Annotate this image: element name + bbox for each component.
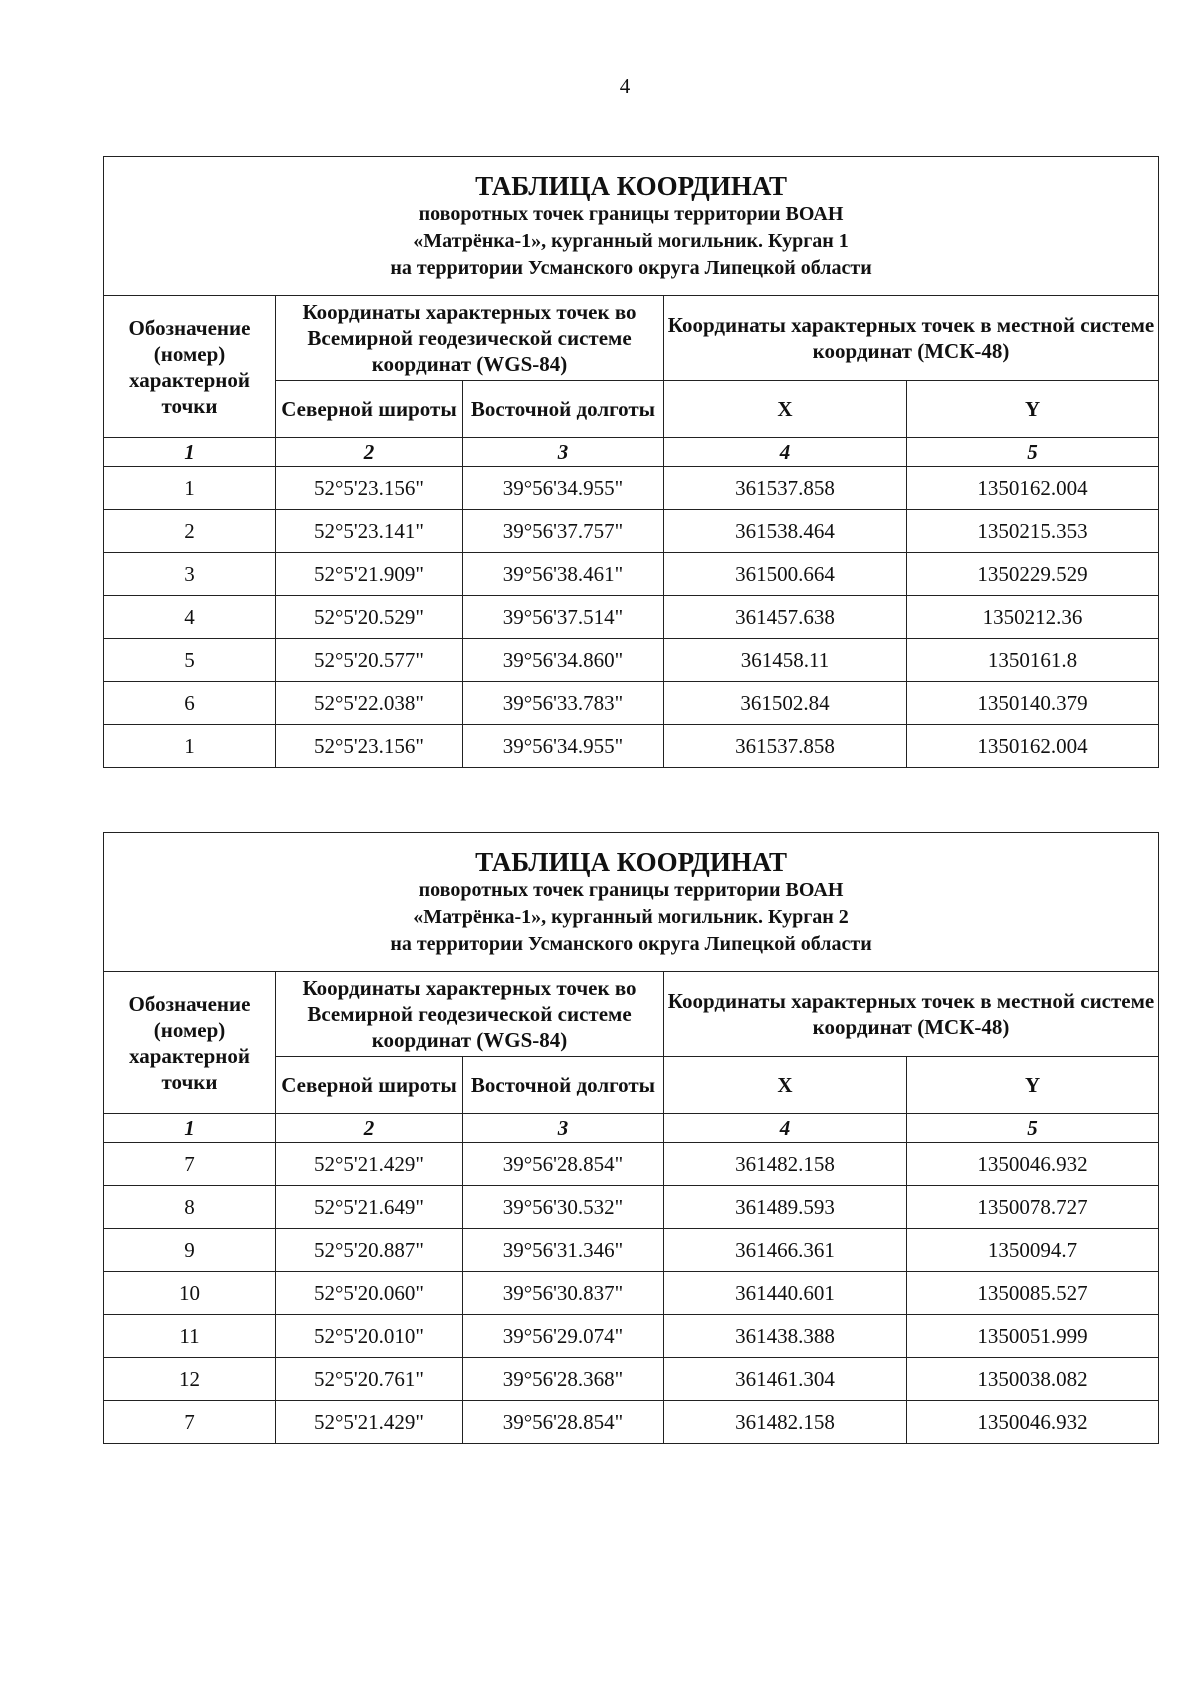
- x-cell: 361440.601: [664, 1272, 907, 1315]
- column-number: 2: [276, 438, 463, 467]
- latitude-cell: 52°5'20.529": [276, 596, 463, 639]
- header-y: Y: [907, 1057, 1159, 1114]
- latitude-cell: 52°5'23.156": [276, 467, 463, 510]
- point-number: 6: [104, 682, 276, 725]
- column-number: 5: [907, 1114, 1159, 1143]
- y-cell: 1350229.529: [907, 553, 1159, 596]
- longitude-cell: 39°56'28.854": [463, 1401, 664, 1444]
- latitude-cell: 52°5'21.429": [276, 1143, 463, 1186]
- coordinates-table-1: [103, 156, 1159, 768]
- table-row: [104, 467, 1159, 510]
- x-cell: 361538.464: [664, 510, 907, 553]
- header-x: X: [664, 381, 907, 438]
- latitude-cell: 52°5'20.761": [276, 1358, 463, 1401]
- header-latitude: Северной широты: [276, 1057, 463, 1114]
- header-y: Y: [907, 381, 1159, 438]
- table-subtitle-line: на территории Усманского округа Липецкой области: [390, 256, 872, 279]
- y-cell: 1350162.004: [907, 467, 1159, 510]
- longitude-cell: 39°56'34.860": [463, 639, 664, 682]
- table-row: [104, 596, 1159, 639]
- point-number: 1: [104, 467, 276, 510]
- point-number: 10: [104, 1272, 276, 1315]
- y-cell: 1350051.999: [907, 1315, 1159, 1358]
- longitude-cell: 39°56'30.837": [463, 1272, 664, 1315]
- column-number: 1: [104, 1114, 276, 1143]
- y-cell: 1350046.932: [907, 1401, 1159, 1444]
- longitude-cell: 39°56'38.461": [463, 553, 664, 596]
- coordinates-table-2: [103, 832, 1159, 1444]
- point-number: 7: [104, 1401, 276, 1444]
- header-wgs: Координаты характерных точек во Всемирной геодезической системе координат (WGS-84): [276, 972, 664, 1057]
- longitude-cell: 39°56'28.368": [463, 1358, 664, 1401]
- header-msk: Координаты характерных точек в местной системе координат (МСК-48): [664, 296, 1159, 381]
- y-cell: 1350162.004: [907, 725, 1159, 768]
- x-cell: 361458.11: [664, 639, 907, 682]
- table-subtitle-line: поворотных точек границы территории ВОАН: [418, 202, 844, 225]
- point-number: 9: [104, 1229, 276, 1272]
- header-point: Обозначение (номер) характерной точки: [104, 972, 276, 1114]
- table-row: [104, 1315, 1159, 1358]
- x-cell: 361482.158: [664, 1401, 907, 1444]
- y-cell: 1350078.727: [907, 1186, 1159, 1229]
- header-wgs: Координаты характерных точек во Всемирной геодезической системе координат (WGS-84): [276, 296, 664, 381]
- table-subtitle-line: «Матрёнка-1», курганный могильник. Курган 1: [413, 229, 849, 252]
- longitude-cell: 39°56'34.955": [463, 725, 664, 768]
- x-cell: 361537.858: [664, 467, 907, 510]
- latitude-cell: 52°5'22.038": [276, 682, 463, 725]
- table-row: [104, 553, 1159, 596]
- y-cell: 1350094.7: [907, 1229, 1159, 1272]
- header-point: Обозначение (номер) характерной точки: [104, 296, 276, 438]
- column-number: 4: [664, 1114, 907, 1143]
- y-cell: 1350212.36: [907, 596, 1159, 639]
- x-cell: 361489.593: [664, 1186, 907, 1229]
- latitude-cell: 52°5'23.156": [276, 725, 463, 768]
- table-row: [104, 1272, 1159, 1315]
- x-cell: 361537.858: [664, 725, 907, 768]
- x-cell: 361502.84: [664, 682, 907, 725]
- y-cell: 1350046.932: [907, 1143, 1159, 1186]
- column-number: 4: [664, 438, 907, 467]
- point-number: 4: [104, 596, 276, 639]
- header-msk: Координаты характерных точек в местной системе координат (МСК-48): [664, 972, 1159, 1057]
- longitude-cell: 39°56'28.854": [463, 1143, 664, 1186]
- point-number: 12: [104, 1358, 276, 1401]
- longitude-cell: 39°56'31.346": [463, 1229, 664, 1272]
- x-cell: 361457.638: [664, 596, 907, 639]
- table-row: [104, 1358, 1159, 1401]
- column-number: 3: [463, 1114, 664, 1143]
- table-row: [104, 639, 1159, 682]
- table-row: [104, 682, 1159, 725]
- table-title-block: [104, 833, 1159, 972]
- table-subtitle-line: «Матрёнка-1», курганный могильник. Курган 2: [413, 905, 849, 928]
- table-title: ТАБЛИЦА КООРДИНАТ: [475, 170, 787, 201]
- latitude-cell: 52°5'20.010": [276, 1315, 463, 1358]
- page-number: 4: [619, 74, 631, 98]
- latitude-cell: 52°5'20.577": [276, 639, 463, 682]
- point-number: 5: [104, 639, 276, 682]
- y-cell: 1350140.379: [907, 682, 1159, 725]
- table-title: ТАБЛИЦА КООРДИНАТ: [475, 846, 787, 877]
- table-row: [104, 725, 1159, 768]
- x-cell: 361500.664: [664, 553, 907, 596]
- y-cell: 1350161.8: [907, 639, 1159, 682]
- point-number: 11: [104, 1315, 276, 1358]
- header-x: X: [664, 1057, 907, 1114]
- x-cell: 361461.304: [664, 1358, 907, 1401]
- point-number: 7: [104, 1143, 276, 1186]
- header-longitude: Восточной долготы: [463, 1057, 664, 1114]
- latitude-cell: 52°5'21.909": [276, 553, 463, 596]
- longitude-cell: 39°56'34.955": [463, 467, 664, 510]
- latitude-cell: 52°5'20.887": [276, 1229, 463, 1272]
- longitude-cell: 39°56'33.783": [463, 682, 664, 725]
- point-number: 2: [104, 510, 276, 553]
- column-number: 3: [463, 438, 664, 467]
- column-number: 5: [907, 438, 1159, 467]
- header-longitude: Восточной долготы: [463, 381, 664, 438]
- x-cell: 361438.388: [664, 1315, 907, 1358]
- column-number: 2: [276, 1114, 463, 1143]
- y-cell: 1350038.082: [907, 1358, 1159, 1401]
- longitude-cell: 39°56'29.074": [463, 1315, 664, 1358]
- x-cell: 361466.361: [664, 1229, 907, 1272]
- longitude-cell: 39°56'37.757": [463, 510, 664, 553]
- latitude-cell: 52°5'21.429": [276, 1401, 463, 1444]
- table-row: [104, 1229, 1159, 1272]
- column-number: 1: [104, 438, 276, 467]
- latitude-cell: 52°5'20.060": [276, 1272, 463, 1315]
- table-subtitle-line: поворотных точек границы территории ВОАН: [418, 878, 844, 901]
- table-subtitle-line: на территории Усманского округа Липецкой области: [390, 932, 872, 955]
- y-cell: 1350215.353: [907, 510, 1159, 553]
- longitude-cell: 39°56'37.514": [463, 596, 664, 639]
- y-cell: 1350085.527: [907, 1272, 1159, 1315]
- table-title-block: [104, 157, 1159, 296]
- table-row: [104, 1401, 1159, 1444]
- latitude-cell: 52°5'21.649": [276, 1186, 463, 1229]
- table-row: [104, 1143, 1159, 1186]
- point-number: 1: [104, 725, 276, 768]
- latitude-cell: 52°5'23.141": [276, 510, 463, 553]
- longitude-cell: 39°56'30.532": [463, 1186, 664, 1229]
- header-latitude: Северной широты: [276, 381, 463, 438]
- point-number: 3: [104, 553, 276, 596]
- point-number: 8: [104, 1186, 276, 1229]
- table-row: [104, 510, 1159, 553]
- x-cell: 361482.158: [664, 1143, 907, 1186]
- table-row: [104, 1186, 1159, 1229]
